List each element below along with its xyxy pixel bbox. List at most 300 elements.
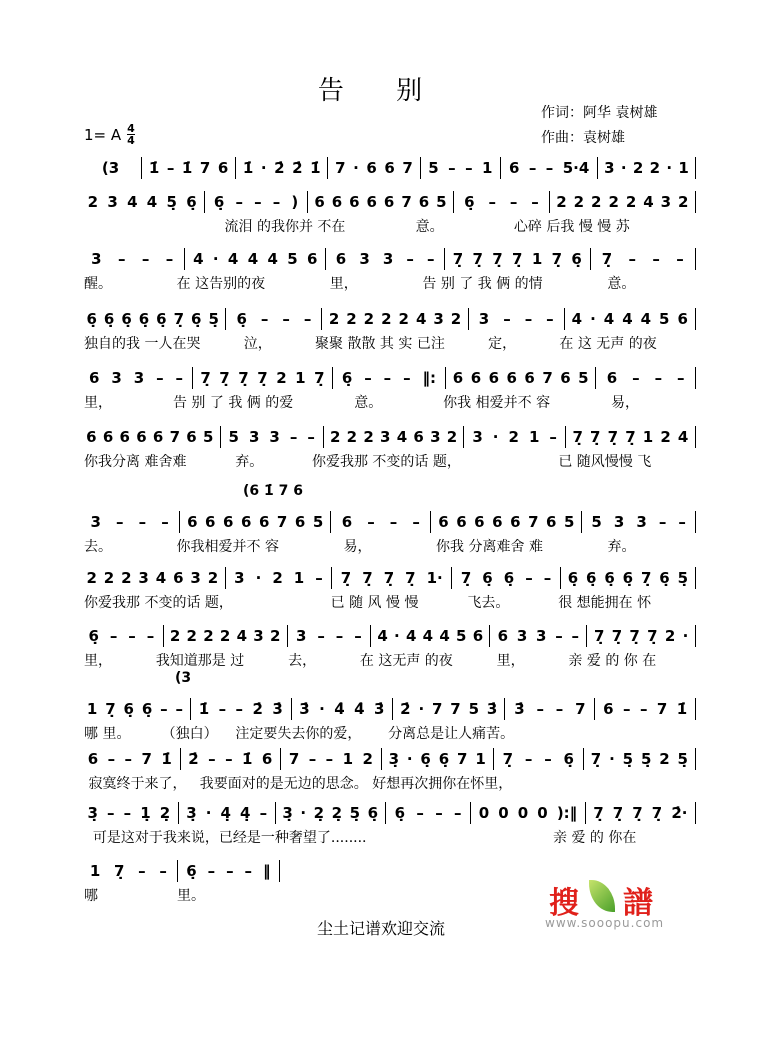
score-system: [80, 426, 696, 448]
note: 7: [141, 750, 152, 768]
note: 4: [377, 627, 388, 645]
note: 2: [446, 428, 458, 446]
note: 3: [190, 569, 201, 587]
note: 6: [506, 369, 517, 387]
note: 2: [381, 310, 392, 328]
note: –: [524, 310, 533, 328]
note: 0: [517, 804, 529, 822]
note: ):‖: [556, 804, 578, 822]
note: 7̣: [105, 700, 116, 718]
note: 3̣: [186, 804, 197, 822]
note: 6̣: [186, 193, 197, 211]
lyric: 在 这无声 的夜: [359, 653, 453, 669]
song-title: 告 别: [317, 76, 445, 106]
note: 2: [664, 627, 676, 645]
note: 5̣: [622, 750, 634, 768]
note: 6̣: [503, 569, 515, 587]
lyric: 心碎 后我 慢 慢 苏: [513, 219, 630, 235]
note: 7̣: [257, 369, 268, 387]
note: 2̇: [292, 159, 303, 177]
note: 6: [508, 159, 520, 177]
lyric: 醒。: [84, 276, 112, 292]
measure: [494, 748, 584, 770]
note: ·: [212, 250, 219, 268]
note: 6: [314, 193, 325, 211]
note: –: [652, 250, 660, 268]
note: 6̣: [586, 569, 597, 587]
note: 3: [111, 369, 122, 387]
note: –: [546, 310, 554, 328]
note: 1: [89, 862, 101, 880]
note: 7̣: [383, 569, 395, 587]
note: –: [218, 700, 227, 718]
note: –: [160, 700, 168, 718]
note: –: [465, 159, 473, 177]
note: 2: [207, 569, 219, 587]
note: 3: [382, 250, 394, 268]
note: 3: [107, 193, 118, 211]
lyrics-line: [80, 536, 696, 556]
lyric: [278, 592, 327, 612]
note: 1̇: [242, 750, 253, 768]
measure: [80, 802, 179, 824]
note: 1: [293, 569, 305, 587]
note: –: [317, 627, 325, 645]
note: 2̣: [159, 804, 171, 822]
note: 7̣: [590, 750, 602, 768]
note: 1: [531, 250, 543, 268]
lyric: 意。: [607, 276, 636, 292]
note: ·: [418, 700, 425, 718]
note: 7̣: [340, 569, 352, 587]
note: 4: [677, 428, 689, 446]
note: –: [412, 513, 420, 531]
note: –: [406, 250, 414, 268]
note: 4: [127, 193, 138, 211]
note: 3̇: [374, 700, 385, 718]
measure: [490, 625, 587, 647]
measure: [561, 567, 696, 589]
measure: [565, 308, 696, 330]
note: 7̣: [492, 250, 503, 268]
score-system: [80, 308, 696, 330]
lyric: 里，: [84, 653, 112, 669]
note: 6: [87, 750, 99, 768]
note: 2: [169, 627, 181, 645]
note: ·: [260, 159, 267, 177]
measure: [226, 567, 333, 589]
note: 6: [413, 428, 424, 446]
note: 5: [428, 159, 439, 177]
note: 1: [678, 159, 689, 177]
note: 7̣: [362, 569, 373, 587]
note: 6̣: [213, 193, 225, 211]
lyric: 去，: [288, 653, 317, 669]
note: 7̣: [452, 250, 464, 268]
note: 6̣: [464, 193, 475, 211]
note: –: [544, 750, 552, 768]
note: 3: [380, 428, 391, 446]
note: ·: [609, 750, 615, 768]
measure: [454, 191, 550, 213]
measure: [471, 802, 586, 824]
note: –: [488, 193, 496, 211]
note: 2: [87, 193, 99, 211]
note: 2: [556, 193, 567, 211]
note: 3: [430, 428, 441, 446]
note: –: [509, 193, 518, 211]
lyric: 意。: [415, 219, 444, 235]
note: –: [161, 513, 169, 531]
note: 6: [152, 428, 164, 446]
note: 1: [295, 369, 306, 387]
note: 2̣: [313, 804, 325, 822]
note: 2̇·: [671, 804, 688, 822]
note: –: [207, 862, 216, 880]
note: 2: [272, 569, 283, 587]
note: 3: [433, 310, 444, 328]
lyric: 里，: [329, 276, 358, 292]
note: 6̣: [604, 569, 615, 587]
note: 2: [219, 627, 231, 645]
note: –: [141, 250, 150, 268]
note: 7: [457, 750, 468, 768]
lyric: 飞去。: [467, 595, 510, 611]
lyricist-credit: 作词：阿华 袁树雄: [541, 105, 658, 121]
note: 0: [537, 804, 548, 822]
note: 6: [384, 159, 395, 177]
note: ): [291, 193, 299, 211]
note: –: [107, 750, 116, 768]
note: –: [235, 700, 244, 718]
note: 1: [475, 750, 486, 768]
note: 2: [625, 193, 637, 211]
note: ·: [492, 428, 499, 446]
note: 6: [488, 369, 500, 387]
note: ·: [394, 627, 400, 645]
measure: [80, 308, 226, 330]
measure: [142, 157, 236, 179]
lyric: 里，: [496, 653, 525, 669]
note: 7̣: [405, 569, 416, 587]
note: 6̣: [86, 310, 97, 328]
note: 6̣: [438, 750, 450, 768]
time-signature: [127, 123, 135, 146]
note: 5̣: [677, 750, 688, 768]
note: –: [639, 700, 648, 718]
note: 2̇: [188, 750, 199, 768]
note: 7: [169, 428, 180, 446]
note: 7: [402, 159, 413, 177]
note: 1·: [426, 569, 443, 587]
score-system: [80, 748, 696, 770]
note: 7: [432, 700, 443, 718]
note: –: [325, 750, 334, 768]
score-system: [80, 367, 696, 389]
note: 5: [202, 428, 214, 446]
note: –: [628, 250, 637, 268]
note: 2: [398, 310, 409, 328]
note: 3̇: [299, 700, 310, 718]
note: 6: [438, 513, 449, 531]
note: –: [389, 513, 398, 531]
note: 1: [642, 428, 654, 446]
note: 5̣: [640, 750, 652, 768]
note: –: [524, 750, 533, 768]
score-system: [80, 567, 696, 589]
measure: [464, 426, 566, 448]
note: –: [107, 804, 115, 822]
note: 2̇: [400, 700, 411, 718]
note: 1: [482, 159, 493, 177]
note: 6: [186, 428, 197, 446]
lyric: 聚聚 散散 其 实 已注: [315, 336, 445, 352]
measure: [386, 802, 471, 824]
note: 6: [331, 193, 343, 211]
note: 2: [121, 569, 132, 587]
note: –: [354, 627, 362, 645]
note: –: [165, 250, 174, 268]
measure: [226, 308, 322, 330]
note: 3: [90, 513, 101, 531]
note: 3̇: [514, 700, 525, 718]
note: 7̣: [593, 804, 604, 822]
measure: [382, 748, 494, 770]
note: –: [536, 700, 544, 718]
sooopu-logo: [545, 878, 665, 938]
lyric: 易，: [611, 395, 640, 411]
note: 1: [86, 700, 98, 718]
note: 2: [678, 193, 689, 211]
note: 4: [622, 310, 633, 328]
note: 7: [401, 193, 412, 211]
lyric: [150, 216, 220, 236]
lyric: [506, 451, 555, 471]
measure: [80, 748, 181, 770]
note: 6: [335, 250, 347, 268]
note: 5: [468, 700, 480, 718]
note: 1̇: [310, 159, 321, 177]
lyric: 里。: [177, 888, 205, 904]
note: 2: [608, 193, 619, 211]
note: 5: [456, 627, 467, 645]
measure: [421, 157, 502, 179]
note: –: [632, 369, 640, 387]
note: –: [654, 369, 663, 387]
measure: [326, 248, 445, 270]
measure: [80, 248, 185, 270]
note: 4: [422, 627, 434, 645]
note: 7̣: [607, 428, 619, 446]
note: 6̣: [186, 862, 197, 880]
note: 1̣: [140, 804, 151, 822]
measure: [591, 248, 696, 270]
note: –: [235, 193, 243, 211]
note: 2: [573, 193, 585, 211]
note: 7: [276, 513, 288, 531]
note: –: [435, 804, 443, 822]
measure: [446, 367, 596, 389]
note: ‖: [263, 862, 271, 880]
note: 3: [295, 627, 307, 645]
note: 6̣: [567, 569, 579, 587]
measure: [181, 748, 282, 770]
note: 6̣: [367, 804, 379, 822]
note: 7̣: [472, 250, 483, 268]
measure: [371, 625, 490, 647]
note: –: [545, 159, 554, 177]
measure: [80, 367, 193, 389]
logo-url: www.sooopu.com: [545, 916, 665, 930]
note: 6: [173, 569, 184, 587]
note: 6: [474, 513, 485, 531]
note: –: [531, 193, 539, 211]
note: 7: [656, 700, 668, 718]
note: 6: [187, 513, 198, 531]
measure: [292, 698, 394, 720]
lyric: 泣，: [243, 336, 272, 352]
note: –: [117, 250, 126, 268]
note: 6: [383, 193, 395, 211]
measure: [452, 567, 560, 589]
measure: [324, 426, 465, 448]
note: –: [159, 862, 167, 880]
note: 5: [564, 513, 575, 531]
note: –: [226, 862, 234, 880]
lyric: 你爱我那 不变的话 题，: [311, 454, 461, 470]
note: 4: [396, 428, 408, 446]
note: 2: [328, 310, 340, 328]
note: 6: [456, 513, 467, 531]
note: 6: [510, 513, 521, 531]
note: –: [555, 627, 563, 645]
measure: [80, 511, 180, 533]
note: –: [367, 513, 375, 531]
note: 6̣: [341, 369, 353, 387]
note: 7̣: [173, 310, 185, 328]
note: 6: [223, 513, 234, 531]
measure: [566, 426, 696, 448]
note: 6̣: [141, 700, 153, 718]
note: 6: [341, 513, 353, 531]
note: –: [571, 627, 579, 645]
note: 6: [136, 428, 147, 446]
note: 2̣: [331, 804, 343, 822]
note: –: [658, 513, 667, 531]
note: 7: [575, 700, 586, 718]
note: –: [416, 804, 424, 822]
note: 2: [450, 310, 462, 328]
note: 7̣: [629, 627, 640, 645]
note: 3: [234, 569, 245, 587]
measure: [582, 511, 696, 533]
note: 2: [362, 750, 373, 768]
note: 2: [660, 428, 671, 446]
note: 7̣: [460, 569, 472, 587]
measure: [80, 157, 142, 179]
note: ·: [406, 750, 413, 768]
note: 2: [103, 569, 115, 587]
measure: [205, 191, 308, 213]
measure: [308, 191, 454, 213]
note: 6: [349, 193, 360, 211]
note: 6̣: [394, 804, 405, 822]
lyric: 已 随 风 慢 慢: [330, 595, 419, 611]
note: 4: [405, 627, 417, 645]
measure: [185, 248, 326, 270]
note: 6: [418, 193, 430, 211]
lyric: 你我分离 难舍难: [84, 454, 187, 470]
measure: [469, 308, 565, 330]
note: 4: [193, 250, 204, 268]
note: 3: [478, 310, 490, 328]
note: 7̣: [632, 804, 643, 822]
note: ·: [319, 700, 325, 718]
note: ‖:: [422, 369, 437, 387]
lyrics-line-end: 亲 爱 的 你在: [553, 830, 637, 846]
note: 7̣: [551, 250, 563, 268]
measure: [333, 367, 446, 389]
note: ·: [590, 310, 596, 328]
score-system: [80, 698, 696, 720]
note: ·: [205, 804, 212, 822]
measure: [331, 511, 431, 533]
note: 2: [632, 159, 644, 177]
lyric: 你我相爱并不 容: [176, 539, 279, 555]
note: –: [335, 627, 344, 645]
lyrics-line: [80, 273, 696, 293]
alternate-start-note: (3: [175, 670, 192, 686]
lyrics-line: 哪 里。 （独白） 注定要失去你的爱， 分离总是让人痛苦。: [84, 726, 515, 742]
note: 2̇: [252, 700, 263, 718]
note: 4: [227, 250, 239, 268]
leaf-icon: [589, 880, 615, 912]
note: 3: [516, 627, 528, 645]
note: ·: [666, 159, 673, 177]
note: –: [254, 193, 262, 211]
lyric: 哪: [84, 888, 98, 904]
note: 6̣: [659, 569, 670, 587]
note: 3̣: [282, 804, 293, 822]
note: 1̇: [198, 700, 210, 718]
note: –: [403, 369, 411, 387]
note: 4: [640, 310, 652, 328]
note: –: [109, 627, 118, 645]
lyric: 独自的我 一人在哭: [84, 336, 201, 352]
key-signature: [84, 123, 135, 146]
note: –: [555, 700, 564, 718]
lyrics-line: [80, 885, 280, 905]
note: –: [543, 569, 552, 587]
note: –: [260, 310, 269, 328]
note: 4̣: [220, 804, 231, 822]
note: 6̣: [138, 310, 150, 328]
note: 2: [269, 627, 281, 645]
note: 4: [236, 627, 247, 645]
footer-note: 尘土记谱欢迎交流: [316, 919, 445, 938]
note: 7̣: [200, 369, 211, 387]
lyric: 已 随风慢慢 飞: [558, 454, 652, 470]
score-system: [80, 191, 696, 213]
measure: [221, 426, 324, 448]
note: –: [525, 569, 533, 587]
note: –: [426, 250, 435, 268]
note: 2: [649, 159, 661, 177]
note: 4: [415, 310, 427, 328]
note: 5·4: [562, 159, 590, 177]
note: –: [289, 428, 298, 446]
note: –: [677, 369, 685, 387]
